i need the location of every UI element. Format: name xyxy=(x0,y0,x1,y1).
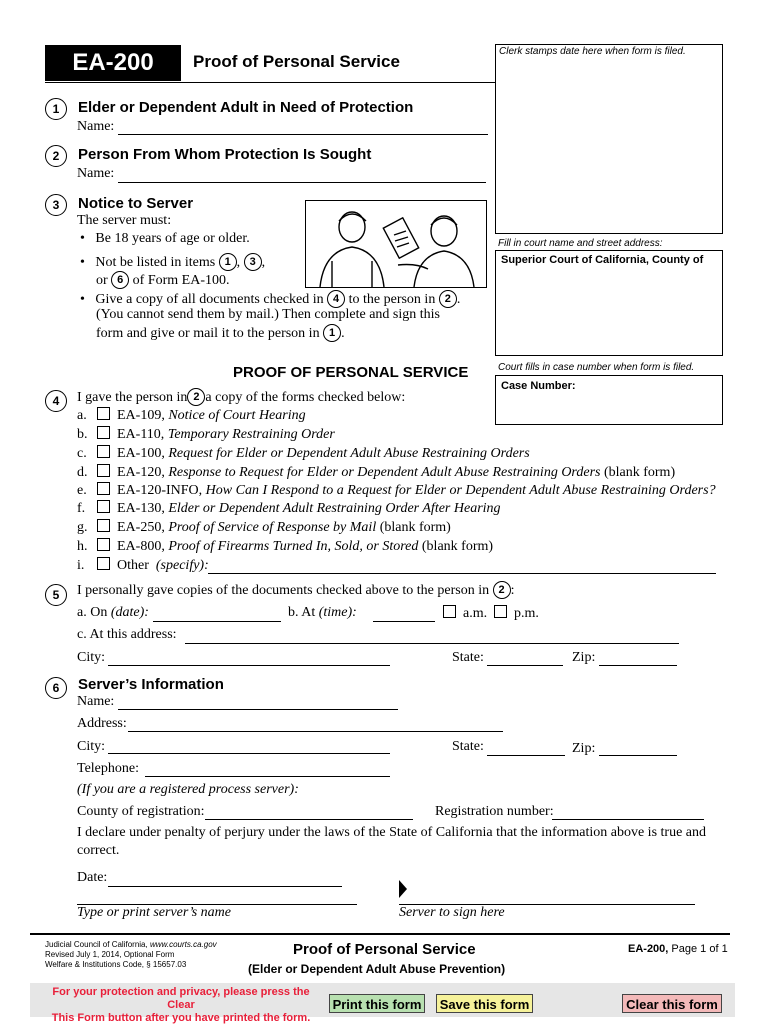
form-item-f: f. EA-130, Elder or Dependent Adult Restraining Order After Hearing xyxy=(77,501,501,516)
server-zip-label: Zip: xyxy=(572,741,596,756)
server-address-field[interactable] xyxy=(128,731,503,732)
elder-name-field[interactable] xyxy=(118,134,488,135)
form-checkbox-i[interactable] xyxy=(97,557,110,570)
privacy-line-2: This Form button after you have printed the form. xyxy=(51,1012,311,1024)
server-zip-field[interactable] xyxy=(599,755,677,756)
case-number-box[interactable] xyxy=(495,375,723,425)
declaration-date-field[interactable] xyxy=(108,886,342,887)
service-address-field[interactable] xyxy=(185,643,679,644)
service-date-label: a. On (date): xyxy=(77,605,149,620)
court-name: Superior Court of California, County of xyxy=(501,254,704,266)
section-2-number: 2 xyxy=(45,145,67,167)
form-item-c: c. EA-100, Request for Elder or Dependent Adult Abuse Restraining Orders xyxy=(77,446,530,461)
form-item-b: b. EA-110, Temporary Restraining Order xyxy=(77,427,335,442)
footer-page: EA-200, Page 1 of 1 xyxy=(628,943,728,955)
service-city-field[interactable] xyxy=(108,665,390,666)
footer-title: Proof of Personal Service xyxy=(293,941,476,958)
service-address-label: c. At this address: xyxy=(77,627,177,642)
server-state-field[interactable] xyxy=(487,755,565,756)
form-checkbox-c[interactable] xyxy=(97,445,110,458)
restrained-name-field[interactable] xyxy=(118,182,486,183)
service-time-label: b. At (time): xyxy=(288,605,357,620)
county-registration-label: County of registration: xyxy=(77,804,205,819)
section-5-intro: I personally gave copies of the documents checked above to the person in 2 : xyxy=(77,583,515,598)
form-checkbox-h[interactable] xyxy=(97,538,110,551)
service-state-field[interactable] xyxy=(487,665,563,666)
registration-number-label: Registration number: xyxy=(435,804,554,819)
footer-subtitle: (Elder or Dependent Adult Abuse Prevention) xyxy=(248,962,506,976)
clerk-stamp-box xyxy=(495,44,723,234)
service-zip-field[interactable] xyxy=(599,665,677,666)
clerk-note: Clerk stamps date here when form is filed. xyxy=(499,46,686,57)
section-2-name-label: Name: xyxy=(77,166,115,181)
section-4-number: 4 xyxy=(45,390,67,412)
section-4-intro: I gave the person in 2 a copy of the forms checked below: xyxy=(77,390,406,405)
form-checkbox-e[interactable] xyxy=(97,482,110,495)
server-rule-2-cont: or 6 of Form EA-100. xyxy=(96,273,230,288)
proof-heading: PROOF OF PERSONAL SERVICE xyxy=(233,364,469,381)
form-item-h: h. EA-800, Proof of Firearms Turned In, Sold, or Stored (blank form) xyxy=(77,539,494,554)
service-city-label: City: xyxy=(77,650,106,665)
server-phone-label: Telephone: xyxy=(77,761,139,776)
server-rule-1: • Be 18 years of age or older. xyxy=(80,231,250,246)
privacy-notice xyxy=(40,986,322,1025)
section-3-heading: Notice to Server xyxy=(78,195,194,212)
server-name-label: Name: xyxy=(77,694,115,709)
serving-papers-illustration xyxy=(305,200,487,288)
footer-source xyxy=(45,940,217,970)
section-1-name-label: Name: xyxy=(77,119,115,134)
section-5-number: 5 xyxy=(45,584,67,606)
declaration-text: I declare under penalty of perjury under the laws of the State of California that the information above is true and correct. xyxy=(77,825,707,858)
form-checkbox-g[interactable] xyxy=(97,519,110,532)
am-option: a.m. xyxy=(443,605,487,622)
save-form-button[interactable]: Save this form xyxy=(436,994,533,1013)
form-checkbox-a[interactable] xyxy=(97,407,110,420)
section-1-heading: Elder or Dependent Adult in Need of Protection xyxy=(78,99,414,116)
server-name-field[interactable] xyxy=(118,709,398,710)
service-time-field[interactable] xyxy=(373,621,435,622)
header-rule xyxy=(45,82,495,83)
pm-checkbox[interactable] xyxy=(494,605,507,618)
sign-arrow-icon xyxy=(399,880,407,898)
case-number-label: Case Number: xyxy=(501,380,576,392)
section-6-number: 6 xyxy=(45,677,67,699)
court-name-box[interactable] xyxy=(495,250,723,356)
form-id-box: EA-200 xyxy=(45,45,181,81)
pm-option: p.m. xyxy=(494,605,539,622)
form-checkbox-f[interactable] xyxy=(97,500,110,513)
section-1-number: 1 xyxy=(45,98,67,120)
form-item-a: a. EA-109, Notice of Court Hearing xyxy=(77,408,306,423)
print-form-button[interactable]: Print this form xyxy=(329,994,425,1013)
case-fill-label: Court fills in case number when form is filed. xyxy=(498,362,695,373)
registered-server-note: (If you are a registered process server): xyxy=(77,782,299,797)
server-state-label: State: xyxy=(452,739,484,754)
registration-number-field[interactable] xyxy=(552,819,704,820)
sign-caption: Server to sign here xyxy=(399,905,505,920)
form-item-e: e. EA-120-INFO, How Can I Respond to a Request for Elder or Dependent Adult Abuse Restraining Orders? xyxy=(77,483,716,498)
clear-form-button[interactable]: Clear this form xyxy=(622,994,722,1013)
footer-code: Welfare & Institutions Code, § 15657.03 xyxy=(45,960,187,969)
service-state-label: State: xyxy=(452,650,484,665)
service-date-field[interactable] xyxy=(153,621,281,622)
server-phone-field[interactable] xyxy=(145,776,390,777)
footer-rule xyxy=(30,933,730,935)
section-3-number: 3 xyxy=(45,194,67,216)
form-item-d: d. EA-120, Response to Request for Elder or Dependent Adult Abuse Restraining Orders (blank form) xyxy=(77,465,676,480)
server-rule-3: • Give a copy of all documents checked in 4 to the person in 2 . xyxy=(80,292,461,307)
server-rule-3-line3: form and give or mail it to the person in 1 . xyxy=(96,326,345,341)
footer-council-line: Judicial Council of California, www.courts.ca.gov xyxy=(45,940,217,949)
privacy-line-1: For your protection and privacy, please press the Clear xyxy=(52,986,310,1011)
server-city-label: City: xyxy=(77,739,106,754)
form-title: Proof of Personal Service xyxy=(193,52,400,71)
serving-papers-icon xyxy=(306,201,486,287)
server-rule-2: • Not be listed in items 1 , 3 , xyxy=(80,255,266,270)
server-rule-3-line2: (You cannot send them by mail.) Then complete and sign this xyxy=(96,307,440,322)
form-checkbox-b[interactable] xyxy=(97,426,110,439)
county-registration-field[interactable] xyxy=(205,819,413,820)
server-intro: The server must: xyxy=(77,213,172,228)
form-item-i: i. Other (specify): xyxy=(77,558,209,573)
form-checkbox-d[interactable] xyxy=(97,464,110,477)
am-checkbox[interactable] xyxy=(443,605,456,618)
server-address-label: Address: xyxy=(77,716,127,731)
form-item-g: g. EA-250, Proof of Service of Response by Mail (blank form) xyxy=(77,520,451,535)
section-2-heading: Person From Whom Protection Is Sought xyxy=(78,146,372,163)
service-zip-label: Zip: xyxy=(572,650,596,665)
footer-revised: Revised July 1, 2014, Optional Form xyxy=(45,950,175,959)
section-6-heading: Server’s Information xyxy=(78,676,224,693)
declaration-date-label: Date: xyxy=(77,870,108,885)
type-name-caption: Type or print server’s name xyxy=(77,905,231,920)
court-fill-label: Fill in court name and street address: xyxy=(498,238,663,249)
server-city-field[interactable] xyxy=(108,753,390,754)
other-specify-field[interactable] xyxy=(208,573,716,574)
